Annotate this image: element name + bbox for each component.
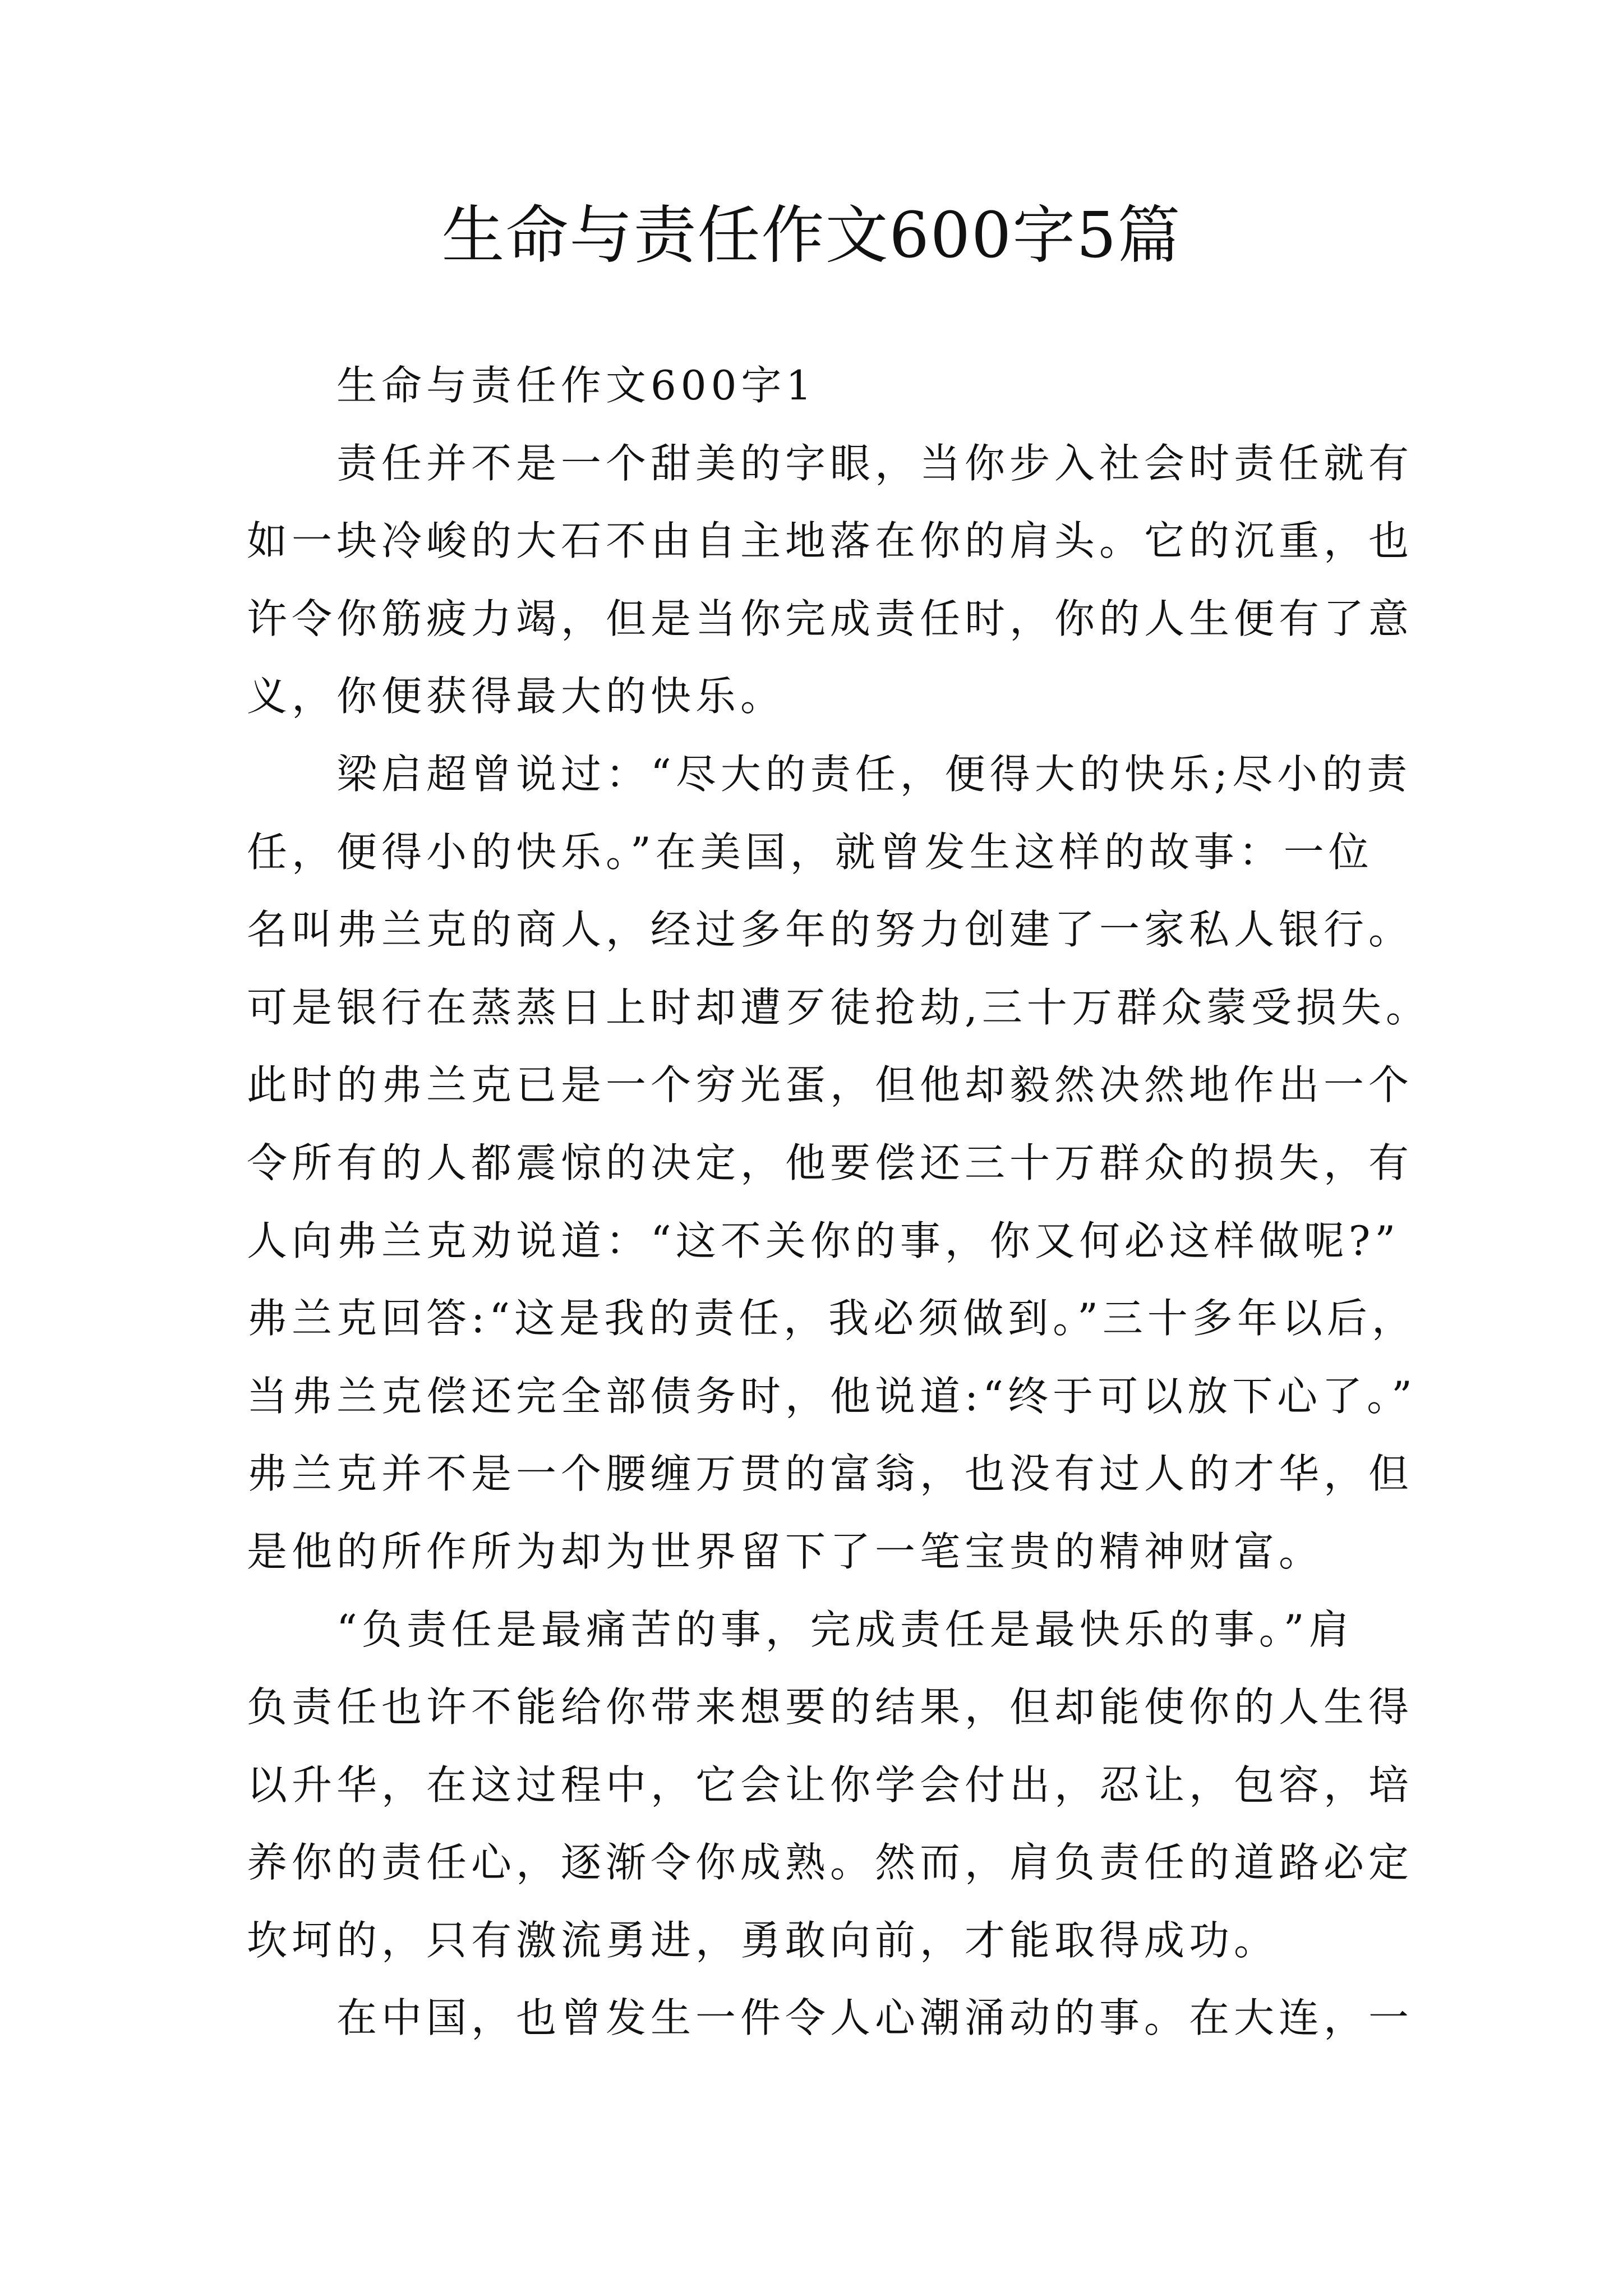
- paragraph-line: 责任并不是一个甜美的字眼，当你步入社会时责任就有: [336, 439, 1414, 487]
- paragraph-line: 弗兰克回答:“这是我的责任，我必须做到。”三十多年以后，: [247, 1295, 1417, 1342]
- paragraph-line: 此时的弗兰克已是一个穷光蛋，但他却毅然决然地作出一个: [247, 1061, 1414, 1109]
- paragraph-line: 负责任也许不能给你带来想要的结果，但却能使你的人生得: [247, 1683, 1414, 1731]
- paragraph-line: 是他的所作所为却为世界留下了一笔宝贵的精神财富。: [247, 1527, 1324, 1575]
- paragraph-line: 任，便得小的快乐。”在美国，就曾发生这样的故事：一位: [247, 828, 1373, 876]
- paragraph-line: 许令你筋疲力竭，但是当你完成责任时，你的人生便有了意: [247, 595, 1414, 642]
- paragraph-line: 义，你便获得最大的快乐。: [247, 673, 786, 720]
- paragraph-line: 梁启超曾说过：“尽大的责任，便得大的快乐;尽小的责: [336, 750, 1412, 798]
- document-title: 生命与责任作文600字5篇: [441, 199, 1182, 272]
- paragraph-line: 弗兰克并不是一个腰缠万贯的富翁，也没有过人的才华，但: [247, 1450, 1414, 1498]
- paragraph-line: 可是银行在蒸蒸日上时却遭歹徒抢劫,三十万群众蒙受损失。: [247, 983, 1431, 1031]
- paragraph-line: 人向弗兰克劝说道：“这不关你的事，你又何必这样做呢?”: [247, 1217, 1400, 1264]
- paragraph-line: 如一块冷峻的大石不由自主地落在你的肩头。它的沉重，也: [247, 517, 1414, 565]
- paragraph-line: 坎坷的，只有激流勇进，勇敢向前，才能取得成功。: [247, 1916, 1279, 1964]
- paragraph-line: 养你的责任心，逐渐令你成熟。然而，肩负责任的道路必定: [247, 1839, 1414, 1887]
- paragraph-line: 名叫弗兰克的商人，经过多年的努力创建了一家私人银行。: [247, 906, 1414, 954]
- paragraph-line: “负责任是最痛苦的事，完成责任是最快乐的事。”肩: [336, 1605, 1354, 1653]
- section-heading: 生命与责任作文600字1: [336, 362, 817, 409]
- paragraph-line: 令所有的人都震惊的决定，他要偿还三十万群众的损失，有: [247, 1139, 1414, 1186]
- paragraph-line: 在中国，也曾发生一件令人心潮涌动的事。在大连，一: [336, 1994, 1414, 2042]
- paragraph-line: 当弗兰克偿还完全部债务时，他说道:“终于可以放下心了。”: [247, 1372, 1417, 1420]
- essay-body: [247, 347, 1431, 2057]
- paragraph-line: 以升华，在这过程中，它会让你学会付出，忍让，包容，培: [247, 1761, 1414, 1809]
